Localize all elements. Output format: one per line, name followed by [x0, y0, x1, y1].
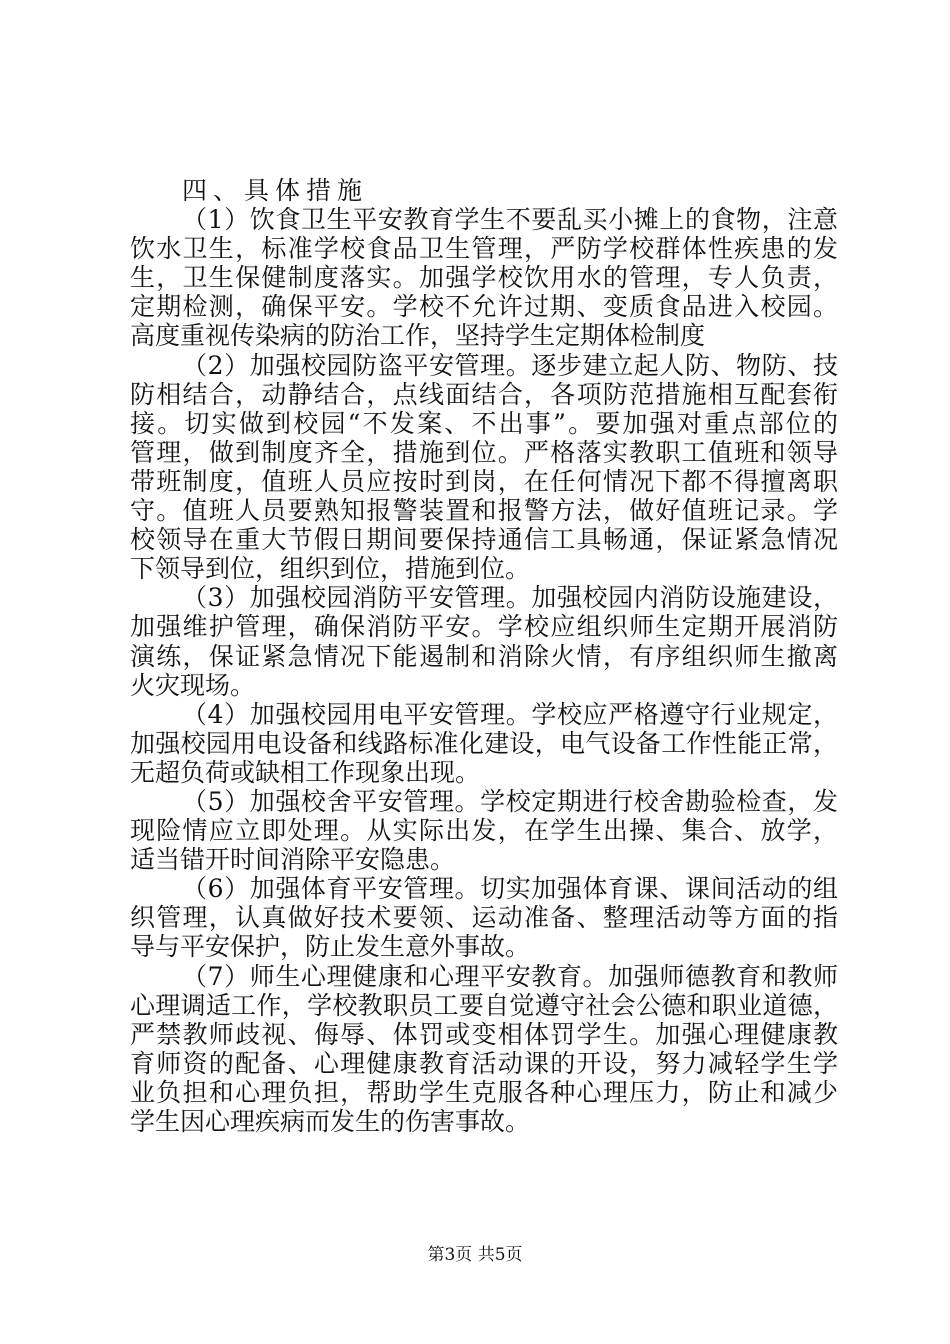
text-line: 心理调适工作，学校教职员工要自觉遵守社会公德和职业道德， — [130, 990, 838, 1020]
text-line: 学生因心理疾病而发生的伤害事故。 — [130, 1107, 531, 1136]
text-line: （3）加强校园消防平安管理。加强校园内消防设施建设， — [182, 583, 838, 613]
text-line: 织管理，认真做好技术要领、运动准备、整理活动等方面的指 — [130, 903, 838, 933]
document-body — [130, 176, 838, 1136]
text-line: 生，卫生保健制度落实。加强学校饮用水的管理，专人负责， — [130, 263, 838, 293]
text-line: 适当错开时间消除平安隐患。 — [130, 845, 456, 875]
text-line: 管理，做到制度齐全，措施到位。严格落实教职工值班和领导 — [130, 437, 838, 467]
text-line: （1）饮食卫生平安教育学生不要乱买小摊上的食物，注意 — [182, 205, 838, 235]
text-line: （5）加强校舍平安管理。学校定期进行校舍勘验检查，发 — [182, 786, 838, 816]
text-line: 导与平安保护，防止发生意外事故。 — [130, 932, 531, 962]
text-line: 带班制度，值班人员应按时到岗，在任何情况下都不得擅离职 — [130, 466, 838, 496]
text-line: 校领导在重大节假日期间要保持通信工具畅通，保证紧急情况 — [130, 525, 838, 555]
text-line: 火灾现场。 — [130, 670, 256, 700]
text-line: 育师资的配备、心理健康教育活动课的开设，努力减轻学生学 — [130, 1048, 838, 1078]
text-line: 下领导到位，组织到位，措施到位。 — [130, 554, 531, 584]
text-line: 加强维护管理，确保消防平安。学校应组织师生定期开展消防 — [130, 612, 838, 642]
text-line: （4）加强校园用电平安管理。学校应严格遵守行业规定， — [182, 699, 838, 729]
text-line: （7）师生心理健康和心理平安教育。加强师德教育和教师 — [182, 961, 838, 991]
paragraphs — [130, 205, 838, 1136]
paragraph — [130, 351, 838, 584]
text-line: 业负担和心理负担，帮助学生克服各种心理压力，防止和减少 — [130, 1077, 838, 1107]
paragraph — [130, 962, 838, 1137]
text-line: （6）加强体育平安管理。切实加强体育课、课间活动的组 — [182, 874, 838, 904]
text-line: （2）加强校园防盗平安管理。逐步建立起人防、物防、技 — [182, 350, 838, 380]
page-footer: 第3页 共5页 — [427, 1245, 523, 1265]
text-line: 加强校园用电设备和线路标准化建设，电气设备工作性能正常， — [130, 728, 838, 758]
text-line: 现险情应立即处理。从实际出发，在学生出操、集合、放学， — [130, 816, 838, 846]
paragraph — [130, 205, 838, 350]
text-line: 演练，保证紧急情况下能遏制和消除火情，有序组织师生撤离 — [130, 641, 838, 671]
text-line: 接。切实做到校园“不发案、不出事”。要加强对重点部位的 — [130, 408, 838, 438]
text-line: 饮水卫生，标准学校食品卫生管理，严防学校群体性疾患的发 — [130, 234, 838, 264]
text-line: 高度重视传染病的防治工作，坚持学生定期体检制度 — [130, 321, 706, 351]
paragraph — [130, 583, 838, 699]
paragraph — [130, 787, 838, 874]
text-line: 守。值班人员要熟知报警装置和报警方法，做好值班记录。学 — [130, 496, 838, 526]
text-line: 定期检测，确保平安。学校不允许过期、变质食品进入校园。 — [130, 292, 838, 322]
paragraph — [130, 874, 838, 961]
section-heading: 四、具体措施 — [182, 176, 369, 205]
text-line: 无超负荷或缺相工作现象出现。 — [130, 757, 481, 787]
paragraph — [130, 700, 838, 787]
text-line: 防相结合，动静结合，点线面结合，各项防范措施相互配套衔 — [130, 379, 838, 409]
text-line: 严禁教师歧视、侮辱、体罚或变相体罚学生。加强心理健康教 — [130, 1019, 838, 1049]
